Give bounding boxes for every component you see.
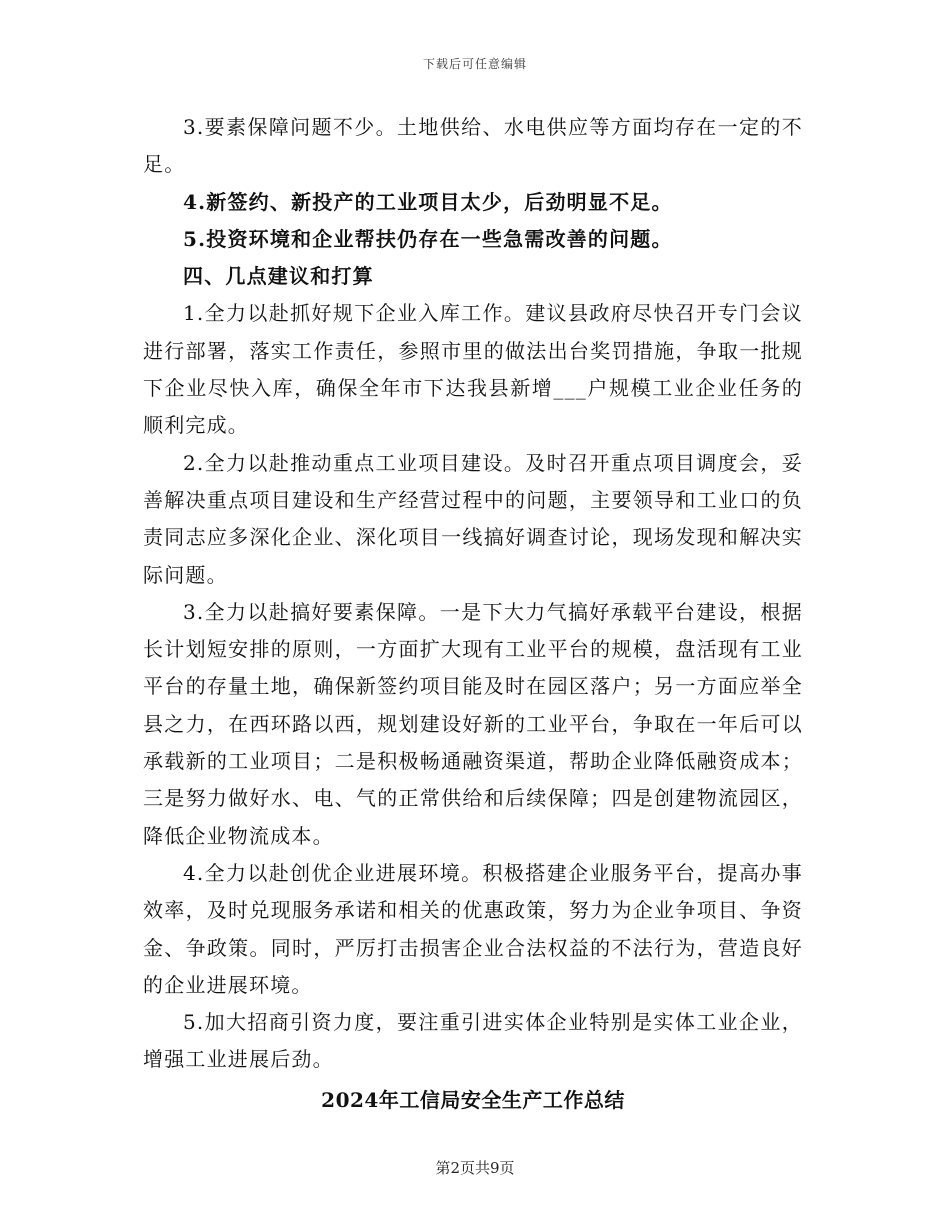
paragraph-factor-guarantee: 3.要素保障问题不少。土地供给、水电供应等方面均存在一定的不足。: [143, 115, 803, 177]
paragraph-suggestion-2: 2.全力以赴推动重点工业项目建设。及时召开重点项目调度会，妥善解决重点项目建设和生产经营过程中的问题，主要领导和工业口的负责同志应多深化企业、深化项目一线搞好调查讨论，现场发现和解决实际问题。: [143, 450, 803, 587]
section-heading-suggestions: 四、几点建议和打算: [183, 264, 374, 289]
document-title: 2024年工信局安全生产工作总结: [321, 1087, 625, 1112]
paragraph-new-projects: 4.新签约、新投产的工业项目太少，后劲明显不足。: [183, 189, 673, 214]
document-body: [143, 109, 803, 1119]
paragraph-suggestion-3: 3.全力以赴搞好要素保障。一是下大力气搞好承载平台建设，根据长计划短安排的原则，一方面扩大现有工业平台的规模，盘活现有工业平台的存量土地，确保新签约项目能及时在园区落户；另一方面应举全县之力，在西环路以西，规划建设好新的工业平台，争取在一年后可以承载新的工业项目；二是积极畅通融资渠道，帮助企业降低融资成本；三是努力做好水、电、气的正常供给和后续保障；四是创建物流园区，降低企业物流成本。: [143, 599, 803, 848]
paragraph-suggestion-1: 1.全力以赴抓好规下企业入库工作。建议县政府尽快召开专门会议进行部署，落实工作责任，参照市里的做法出台奖罚措施，争取一批规下企业尽快入库，确保全年市下达我县新增___户规模工业企业任务的顺利完成。: [143, 301, 803, 438]
paragraph-suggestion-4: 4.全力以赴创优企业进展环境。积极搭建企业服务平台，提高办事效率，及时兑现服务承诺和相关的优惠政策，努力为企业争项目、争资金、争政策。同时，严厉打击损害企业合法权益的不法行为，营造良好的企业进展环境。: [143, 860, 803, 997]
page-header: 下载后可任意编辑: [422, 57, 527, 71]
paragraph-suggestion-5: 5.加大招商引资力度，要注重引进实体企业特别是实体工业企业，增强工业进展后劲。: [143, 1010, 803, 1072]
paragraph-investment-environment: 5.投资环境和企业帮扶仍存在一些急需改善的问题。: [183, 226, 673, 251]
page-number: 第2页共9页: [435, 1159, 515, 1177]
